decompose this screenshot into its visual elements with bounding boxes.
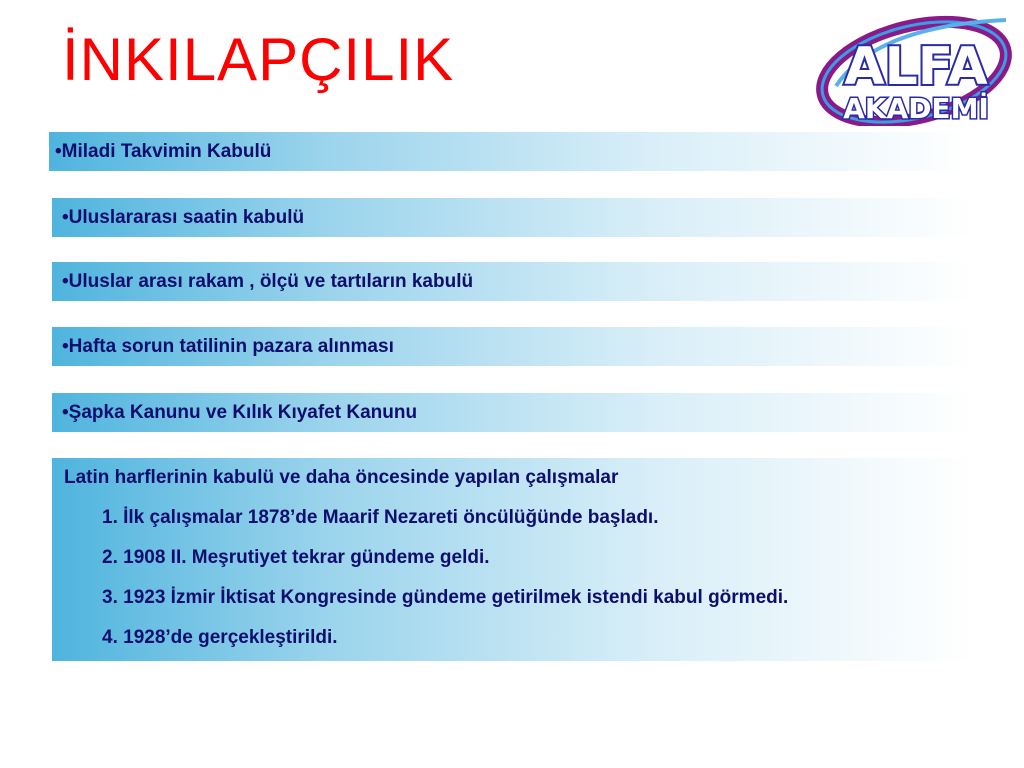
latin-alphabet-box: [52, 458, 974, 661]
latin-step: 4. 1928’de gerçekleştirildi.: [102, 627, 338, 648]
item-text: •Hafta sorun tatilinin pazara alınması: [62, 335, 394, 357]
slide-title: İNKILAPÇILIK: [62, 26, 455, 93]
item-bar-5: [52, 393, 974, 432]
latin-step: 2. 1908 II. Meşrutiyet tekrar gündeme geldi.: [102, 547, 490, 568]
latin-step: 1. İlk çalışmalar 1878’de Maarif Nezareti öncülüğünde başladı.: [102, 507, 659, 528]
item-bar-2: [52, 198, 974, 237]
alfa-akademi-logo: [816, 6, 1016, 126]
latin-step: 3. 1923 İzmir İktisat Kongresinde gündeme getirilmek istendi kabul görmedi.: [102, 587, 789, 608]
item-bar-1: [49, 132, 969, 171]
item-bar-3: [52, 262, 974, 301]
item-text: •Uluslar arası rakam , ölçü ve tartıların kabulü: [62, 270, 474, 292]
latin-heading: Latin harflerinin kabulü ve daha öncesinde yapılan çalışmalar: [64, 467, 619, 488]
item-text: •Miladi Takvimin Kabulü: [55, 140, 272, 162]
item-text: •Şapka Kanunu ve Kılık Kıyafet Kanunu: [62, 401, 418, 423]
svg-text:ALFA: ALFA: [844, 37, 988, 97]
item-text: •Uluslararası saatin kabulü: [62, 206, 305, 228]
svg-text:AKADEMİ: AKADEMİ: [843, 92, 989, 125]
item-bar-4: [52, 327, 974, 366]
